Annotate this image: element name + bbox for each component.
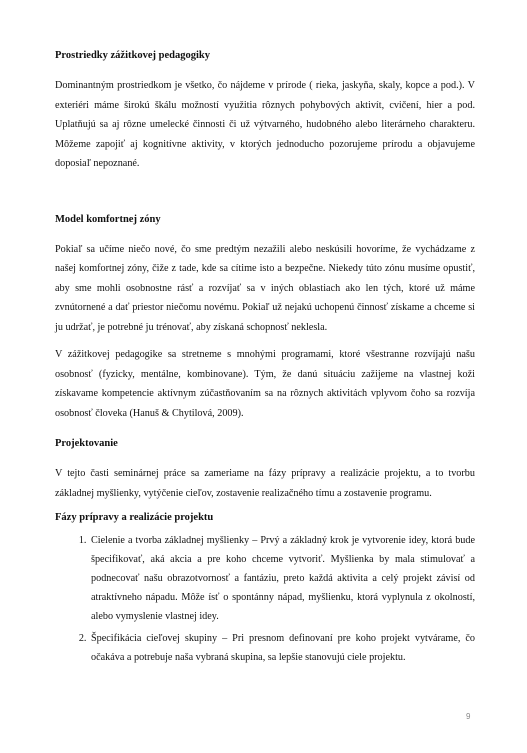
paragraph: Pokiaľ sa učíme niečo nové, čo sme predtým nezažili alebo neskúsili hovoríme, že vychádzame z našej komfortnej zóny, čiže z tade, kde sa cítime isto a bezpečne. Niekedy túto zónu musíme opustiť, aby sme mohli osobnostne rásť a rozvíjať sa v iných oblastiach ako len tých, ktoré už máme zvnútornené a dať priestor niečomu novému. Pokiaľ už nejakú uchopenú činnosť získame a chceme si ju udržať, je potrebné ju trénovať, aby získaná schopnosť neklesla. bbox=[55, 243, 475, 333]
numbered-list bbox=[55, 531, 475, 667]
spacer bbox=[55, 182, 475, 213]
list-item: 2. Špecifikácia cieľovej skupiny – Pri presnom definovaní pre koho projekt vytvárame, čo očakáva a potrebuje naša vybraná skupina, sa lepšie stanovujú ciele projektu. bbox=[89, 629, 475, 667]
paragraph: V zážitkovej pedagogike sa stretneme s mnohými programami, ktoré všestranne rozvíjajú našu osobnosť (fyzicky, mentálne, kombinovane). Tým, že danú situáciu zažijeme na vlastnej koži získavame kompetencie aktívnym zúčastňovaním sa na rôznych aktivitách vplyvom čoho sa rozvíja osobnosť človeka (Hanuš & Chytilová, 2009). bbox=[55, 349, 475, 419]
section-projektovanie bbox=[55, 437, 475, 667]
paragraph: V tejto časti seminárnej práce sa zameriame na fázy prípravy a realizácie projektu, a to tvorbu základnej myšlienky, vytýčenie cieľov, zostavenie realizačného tímu a zostavenie programu. bbox=[55, 468, 475, 499]
section-heading: Prostriedky zážitkovej pedagogiky bbox=[55, 50, 210, 61]
list-item: 1. Cielenie a tvorba základnej myšlienky – Prvý a základný krok je vytvorenie idey, ktorá bude špecifikovať, aká akcia a pre koho chceme vytvoriť. Myšlienka by mala stimulovať a podnecovať našu obrazotvornosť a fantáziu, preto každá aktivita a celý projekt závisí od atraktívneho nápadu. Môže ísť o spontánny nápad, myšlienku, ktorá vyplynula z okolností, alebo vymyslenie vlastnej idey. bbox=[89, 531, 475, 626]
document-page bbox=[55, 49, 475, 670]
section-heading: Projektovanie bbox=[55, 438, 118, 449]
section-heading: Model komfortnej zóny bbox=[55, 213, 161, 225]
page-number: 9 bbox=[466, 712, 471, 721]
section-prostriedky bbox=[55, 49, 475, 174]
paragraph: Dominantným prostriedkom je všetko, čo nájdeme v prírode ( rieka, jaskyňa, skaly, kopce a pod.). V exteriéri máme širokú škálu možností využitia rôznych pohybových aktivít, cvičení, hier a pod. Uplatňujú sa aj rôzne umelecké činnosti či už výtvarného, hudobného alebo literárneho charakteru. Môžeme zapojiť aj kognitívne aktivity, v ktorých jednoducho pozorujeme prírodu a objavujeme doposiaľ nepoznané. bbox=[55, 80, 475, 169]
section-model-komfortnej-zony bbox=[55, 213, 475, 424]
subheading: Fázy prípravy a realizácie projektu bbox=[55, 512, 214, 523]
